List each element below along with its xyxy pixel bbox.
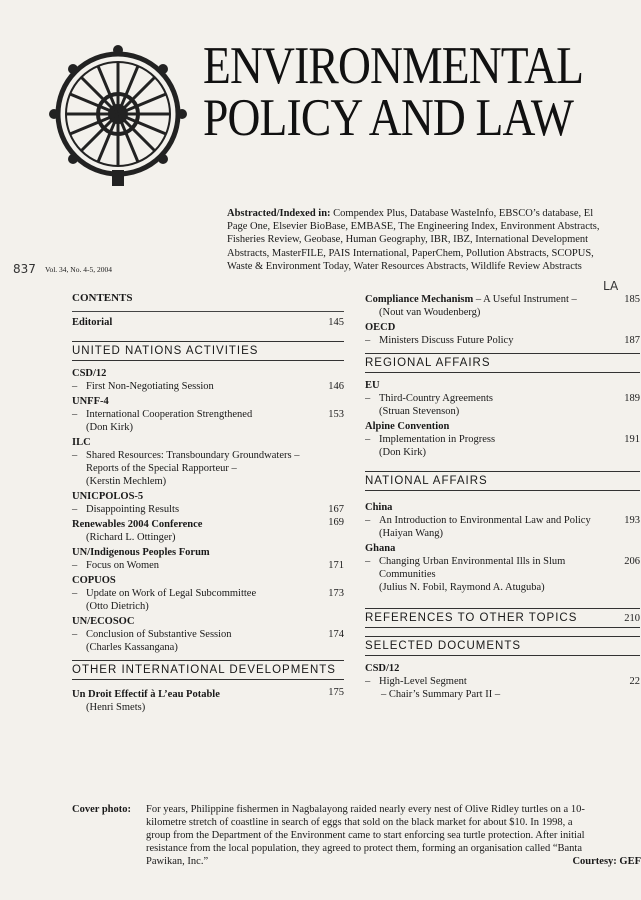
- cover-text-line: resistance from the local population, they agreed to protect them, forming an organisation called “Banta: [146, 843, 582, 854]
- org-heading: CSD/12: [365, 663, 400, 674]
- cover-text-line: kilometre stretch of coastline in search of eggs that sold on the black market for about $10. In 1998, a: [146, 817, 573, 828]
- toc-entry: Update on Work of Legal Subcommittee: [86, 588, 257, 599]
- toc-page: 173: [328, 588, 344, 599]
- journal-title: [203, 37, 584, 147]
- org-heading: Renewables 2004 Conference: [72, 519, 203, 530]
- toc-entry: Implementation in Progress: [379, 434, 496, 445]
- abstracted-indexed-block: [227, 207, 639, 273]
- toc-entry: International Cooperation Strengthened: [86, 409, 253, 420]
- toc-page: 206: [624, 556, 640, 567]
- toc-entry: High-Level Segment: [379, 676, 467, 687]
- toc-page: 171: [328, 560, 344, 571]
- toc-title: Compliance Mechanism: [365, 294, 474, 305]
- toc-author: (Don Kirk): [379, 447, 426, 458]
- contents-right-column: Compliance Mechanism – A Useful Instrument – 185 (Nout van Woudenberg) OECD – Ministers Discuss Future Policy 187 REGIONAL AFFAIRS EU – Third-Country Agreements 189 (Struan Stevenson) Alpine Convention – Implementation in Progress 191 (Don Kirk) NATIONAL AFFAIRS China – An Introduction to Environmental Law and Policy 193 (Haiyan Wang) Ghana – Changing Urban Environmental Ills in Slum Communities 206 (Julius N. Fobil, Raymond A. Atuguba) REFERENCES TO OTHER TOPICS 210 SELECTED DOCUMENTS CSD/12 – High-Level Segment 22 – Chair’s Summary Part II –: [365, 294, 640, 700]
- toc-entry: Third-Country Agreements: [379, 393, 494, 404]
- org-heading: COPUOS: [72, 575, 116, 586]
- toc-page: 174: [328, 629, 344, 640]
- section-regional-affairs: REGIONAL AFFAIRS: [365, 357, 491, 369]
- toc-author: (Julius N. Fobil, Raymond A. Atuguba): [379, 582, 545, 593]
- org-heading: UNFF-4: [72, 396, 109, 407]
- title-line-1: ENVIRONMENTAL: [203, 37, 584, 95]
- abstracted-line: Fisheries Review, Geobase, Human Geography, IBR, IBZ, International Development: [227, 234, 589, 246]
- org-heading: UN/Indigenous Peoples Forum: [72, 547, 210, 558]
- toc-page: 193: [624, 515, 640, 526]
- abstracted-line: Abstracts, MasterFILE, PAIS International, PaperChem, Pollution Abstracts, SCOPUS,: [227, 247, 594, 259]
- org-heading: CSD/12: [72, 368, 107, 379]
- toc-page: 191: [624, 434, 640, 445]
- cover-text-line: For years, Philippine fishermen in Nagbalayong raided nearly every nest of Olive Ridley turtles on a 10-: [146, 804, 585, 815]
- toc-author: (Otto Dietrich): [86, 601, 149, 612]
- journal-wheel-logo: [46, 42, 191, 187]
- toc-page: 167: [328, 504, 344, 515]
- cover-photo-label: Cover photo:: [72, 804, 132, 815]
- toc-entry: First Non-Negotiating Session: [86, 381, 214, 392]
- org-heading: Alpine Convention: [365, 421, 450, 432]
- toc-author: (Kerstin Mechlem): [86, 476, 167, 487]
- toc-entry: An Introduction to Environmental Law and Policy: [379, 515, 591, 526]
- org-heading: UNICPOLOS-5: [72, 491, 144, 502]
- toc-author: (Charles Kassangana): [86, 642, 178, 653]
- contents-left-column: CONTENTS Editorial 145 UNITED NATIONS ACTIVITIES CSD/12 – First Non-Negotiating Session 146 UNFF-4 – International Cooperation Strengthened 153 (Don Kirk) ILC – Shared Resources: Transboundary Groundwaters – Reports of the Special Rapporteur – (Kerstin Mechlem) UNICPOLOS-5 – Disappointing Results 167 Renewables 2004 Conference 169 (Richard L. Ottinger) UN/Indigenous Peoples Forum – Focus on Women 171 COPUOS – Update on Work of Legal Subcommittee 173 (Otto Dietrich) UN/ECOSOC – Conclusion of Substantive Session 174 (Charles Kassangana) OTHER INTERNATIONAL DEVELOPMENTS Un Droit Effectif à L’eau Potable 175 (Henri Smets): [72, 292, 344, 713]
- toc-page: 175: [328, 687, 344, 698]
- toc-author: (Don Kirk): [86, 422, 133, 433]
- abstracted-line: Compendex Plus, Database WasteInfo, EBSCO’s database, El: [330, 208, 594, 219]
- org-heading: China: [365, 502, 393, 513]
- org-heading: Ghana: [365, 543, 396, 554]
- org-heading: ILC: [72, 437, 91, 448]
- editorial-label: Editorial: [72, 317, 113, 328]
- org-heading: EU: [365, 380, 380, 391]
- abstracted-line: Waste & Environment Today, Water Resources Abstracts, Wildlife Review Abstracts: [227, 260, 582, 272]
- section-selected-documents: SELECTED DOCUMENTS: [365, 640, 522, 652]
- toc-subtitle: – A Useful Instrument –: [473, 294, 577, 305]
- toc-page: 22: [629, 676, 640, 687]
- toc-page: 187: [624, 335, 640, 346]
- section-references: REFERENCES TO OTHER TOPICS: [365, 612, 578, 624]
- toc-entry: Changing Urban Environmental Ills in Slum Communities: [379, 556, 566, 580]
- toc-author: (Richard L. Ottinger): [86, 532, 176, 543]
- toc-page: 210: [624, 613, 640, 624]
- toc-author: (Haiyan Wang): [379, 528, 443, 539]
- editorial-page: 145: [328, 317, 344, 328]
- title-line-2: POLICY AND LAW: [203, 89, 574, 147]
- toc-page: 185: [624, 294, 640, 305]
- org-heading: Un Droit Effectif à L’eau Potable: [72, 689, 220, 700]
- toc-page: 146: [328, 381, 344, 392]
- section-national-affairs: NATIONAL AFFAIRS: [365, 475, 488, 487]
- section-un-activities: UNITED NATIONS ACTIVITIES: [72, 345, 259, 357]
- org-heading: UN/ECOSOC: [72, 616, 135, 627]
- toc-page: 189: [624, 393, 640, 404]
- volume-info: Vol. 34, No. 4-5, 2004: [45, 265, 112, 274]
- toc-entry: Disappointing Results: [86, 504, 180, 515]
- contents-title: CONTENTS: [72, 292, 133, 304]
- toc-entry: Shared Resources: Transboundary Groundwaters – Reports of the Special Rapporteur –: [86, 450, 300, 474]
- toc-page: 153: [328, 409, 344, 420]
- abstracted-label: Abstracted/Indexed in:: [227, 208, 331, 219]
- toc-author: (Struan Stevenson): [379, 406, 460, 417]
- cover-text-line: group from the Department of the Environment came to start enforcing sea turtle protection. After initial: [146, 830, 585, 841]
- toc-entry: Conclusion of Substantive Session: [86, 629, 232, 640]
- toc-subtitle: – Chair’s Summary Part II –: [381, 689, 501, 700]
- handwritten-initials: LA: [603, 279, 619, 293]
- cover-text-line: Pawikan, Inc.”: [146, 856, 209, 867]
- toc-entry: Ministers Discuss Future Policy: [379, 335, 514, 346]
- handwritten-number: 837: [13, 262, 36, 276]
- org-heading: OECD: [365, 322, 396, 333]
- toc-author: (Nout van Woudenberg): [379, 307, 481, 318]
- toc-entry: Focus on Women: [86, 560, 160, 571]
- cover-courtesy: Courtesy: GEF: [572, 856, 641, 867]
- abstracted-line: Page One, Elsevier BioBase, EMBASE, The Engineering Index, Environment Abstracts,: [227, 221, 600, 233]
- toc-page: 169: [328, 517, 344, 528]
- toc-author: (Henri Smets): [86, 702, 146, 713]
- section-other-developments: OTHER INTERNATIONAL DEVELOPMENTS: [72, 664, 336, 676]
